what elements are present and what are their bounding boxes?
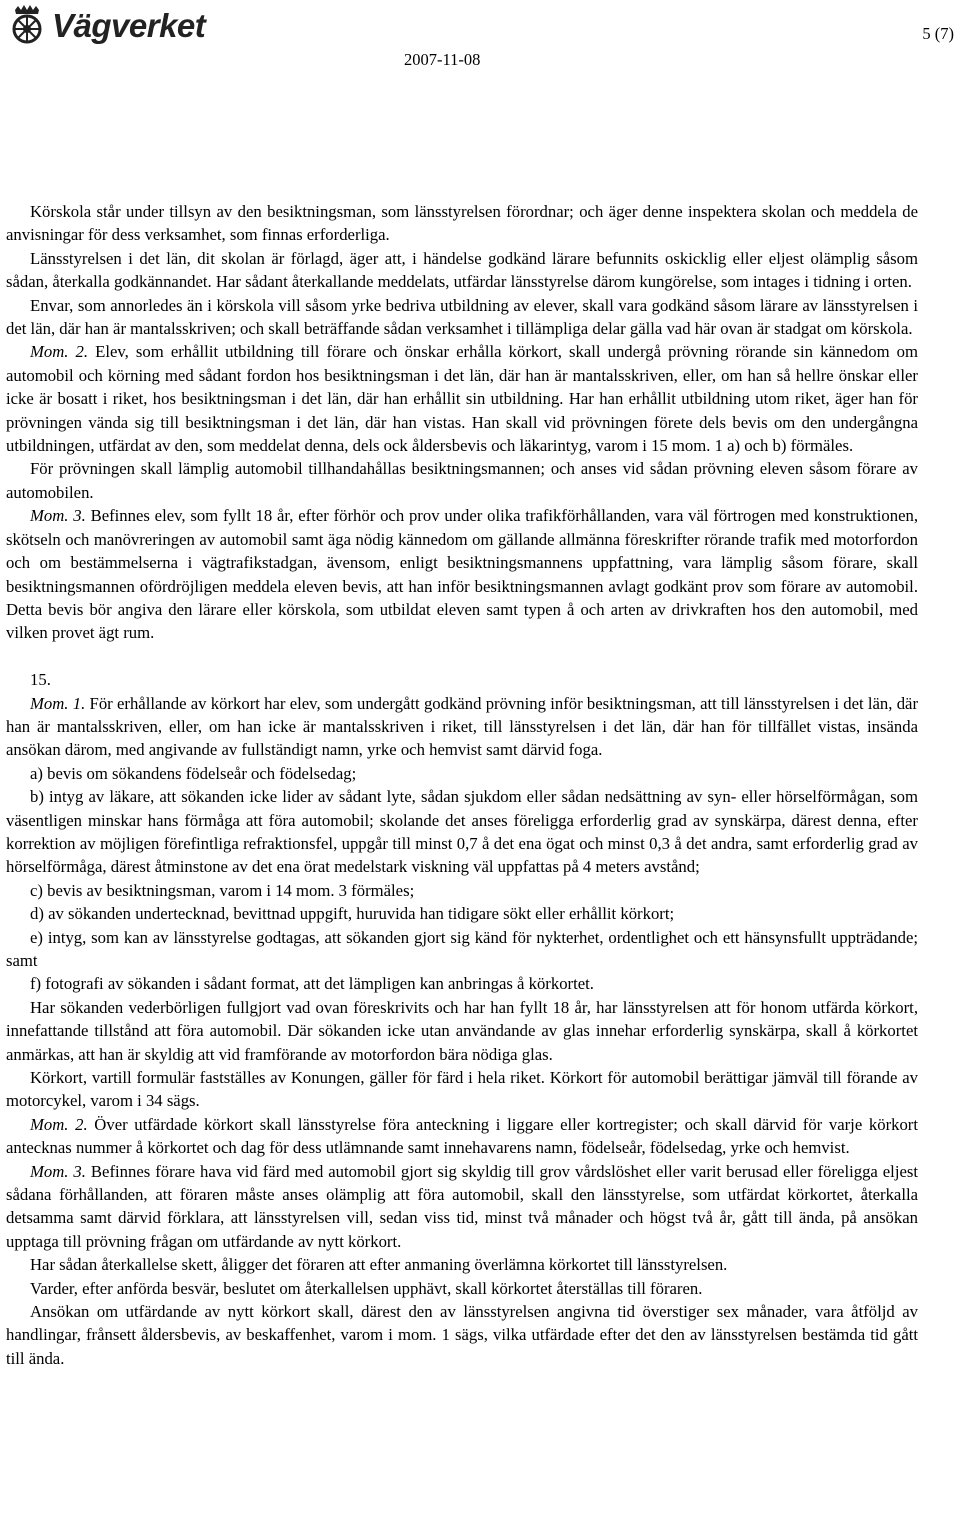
paragraph-text: Elev, som erhållit utbildning till förare och önskar erhålla körkort, skall undergå prövning rörande sin kännedom om automobil och körning med sådant fordon hos besiktningsman i det län, där han är mantalsskriven, eller, om han så hellre önskar eller icke är bosatt i riket, hos besiktningsman i det län, där han erhållit sin utbildning. Har han erhållit utbildning utom riket, äger han för prövningen vända sig till besiktningsman i det län, där han vistas. Han skall vid prövningen förete dels bevis om den undergångna utbildningen, utfärdat av den, som meddelat denna, dels ock åldersbevis och läkarintyg, varom i 15 mom. 1 a) och b) förmäles. [6, 342, 919, 456]
paragraph [6, 785, 918, 879]
paragraph-gap [6, 645, 918, 668]
paragraph [6, 879, 918, 902]
paragraph-text: För prövningen skall lämplig automobil tillhandahållas besiktningsmannen; och anses vid sådan prövning eleven såsom förare av automobilen. [6, 459, 918, 502]
paragraph [6, 1300, 918, 1370]
paragraph-text: f) fotografi av sökanden i sådant format, att det lämpligen kan anbringas å körkortet. [30, 974, 594, 994]
paragraph-text: 15. [30, 670, 51, 690]
logo-wordmark: Vägverket [52, 6, 206, 44]
paragraph-text: Har sökanden vederbörligen fullgjort vad ovan föreskrivits och har han fyllt 18 år, har länsstyrelsen att för honom utfärda körkort, innefattande tillstånd att föra automobil. Där sökanden icke utan användande av glas innehar erforderlig synskärpa, skall å körkortet anmärkas, att han är skyldig att vid framförande av motorfordon bära nödiga glas. [6, 997, 918, 1064]
paragraph [6, 692, 918, 762]
paragraph-text: Envar, som annorledes än i körskola vill såsom yrke bedriva utbildning av elever, skall vara godkänd såsom lärare av länsstyrelsen i det län, där han är mantalsskriven; och skall beträffande sådan verksamhet i tillämpliga delar gälla vad här ovan är stadgat om körskola. [6, 295, 918, 339]
paragraph-text: Varder, efter anförda besvär, beslutet om återkallelsen upphävt, skall körkortet återställas till föraren. [30, 1278, 703, 1298]
crown-emblem-icon [6, 4, 48, 46]
paragraph-text: c) bevis av besiktningsman, varom i 14 mom. 3 förmäles; [30, 880, 415, 900]
moment-label: Mom. 1. [30, 693, 86, 713]
paragraph [6, 457, 918, 504]
paragraph-text: d) av sökanden undertecknad, bevittnad uppgift, huruvida han tidigare sökt eller erhållit körkort; [30, 904, 675, 924]
paragraph [6, 1066, 918, 1113]
paragraph [6, 972, 918, 995]
paragraph [6, 1113, 918, 1160]
paragraph [6, 1253, 918, 1276]
paragraph [6, 504, 918, 644]
paragraph [6, 200, 918, 247]
paragraph-text: Ansökan om utfärdande av nytt körkort skall, därest den av länsstyrelsen angivna tid överstiger sex månader, vara åtföljd av handlingar, frånsett åldersbevis, av beskaffenhet, varom i mom. 1 sägs, vilka utfärdade efter det den av länsstyrelsen bestämda tid gått till ända. [6, 1302, 918, 1368]
document-date: 2007-11-08 [404, 50, 481, 69]
document-body [6, 200, 918, 1370]
paragraph [6, 668, 918, 691]
paragraph-text: e) intyg, som kan av länsstyrelse godtagas, att sökanden gjort sig känd för nykterhet, ordentlighet och ett hänsynsfullt uppträdande; samt [6, 927, 918, 970]
paragraph [6, 340, 918, 457]
paragraph-text: Över utfärdade körkort skall länsstyrelse föra anteckning i liggare eller kortregister; och skall därvid för varje körkort antecknas nummer å körkortet och dag för dess utlämnande samt innehavarens namn, födelseår, födelsedag, yrke och hemvist. [6, 1114, 919, 1158]
page-header [0, 0, 960, 70]
moment-label: Mom. 3. [30, 506, 86, 526]
paragraph [6, 996, 918, 1066]
paragraph-text: Har sådan återkallelse skett, åligger det föraren att efter anmaning överlämna körkortet till länsstyrelsen. [30, 1255, 728, 1275]
paragraph-text: Körkort, vartill formulär fastställes av Konungen, gäller för färd i hela riket. Körkort för automobil berättigar jämväl till förande av motorcykel, varom i 34 sägs. [6, 1068, 918, 1111]
paragraph-text: Befinnes elev, som fyllt 18 år, efter förhör och prov under olika trafikförhållanden, vara väl förtrogen med konstruktionen, skötseln och manövreringen av automobil samt äga nödig kännedom om gällande allmänna föreskrifter rörande trafik med motorfordon och om bestämmelserna i vägtrafikstadgan, ävensom, enligt besiktningsmannens uppfattning, vara lämplig såsom förare, skall besiktningsmannen ofördröjligen meddela eleven bevis, att han inför besiktningsmannen avlagt godkänt prov som förare av automobil. Detta bevis bör angiva den lärare eller körskola, som utbildat eleven samt typen å och arten av drivkraften hos den automobil, med vilken provet ägt rum. [6, 506, 919, 643]
page-number: 5 (7) [922, 24, 954, 43]
paragraph-text: Körskola står under tillsyn av den besiktningsman, som länsstyrelsen förordnar; och äger denne inspektera skolan och meddela de anvisningar för dess verksamhet, som finnas erforderliga. [6, 202, 918, 245]
paragraph [6, 762, 918, 785]
moment-label: Mom. 2. [30, 342, 89, 362]
paragraph [6, 294, 918, 341]
moment-label: Mom. 2. [30, 1114, 88, 1134]
paragraph-text: För erhållande av körkort har elev, som undergått godkänd prövning inför besiktningsman, att till länsstyrelsen i det län, där han är mantalsskriven, eller, om han icke är mantalsskriven i riket, till länsstyrelsen i det län, där han för tillfället vistas, insända ansökan därom, med angivande av fullständigt namn, yrke och hemvist samt därvid foga. [6, 693, 919, 760]
vagverket-logo [6, 4, 205, 46]
paragraph [6, 1160, 918, 1254]
paragraph-text: Länsstyrelsen i det län, dit skolan är förlagd, äger att, i händelse godkänd lärare befunnits oskicklig eller eljest olämplig såsom sådan, återkalla godkännandet. Har sådant återkallande meddelats, utfärdar länsstyrelse därom kungörelse, som intages i tidning i orten. [6, 248, 918, 292]
paragraph-text: a) bevis om sökandens födelseår och födelsedag; [30, 763, 357, 783]
paragraph-text: Befinnes förare hava vid färd med automobil gjort sig skyldig till grov vårdslöshet eller varit berusad eller föreligga eljest sådana förhållanden, att föraren måste anses olämplig att föra automobil, skall den länsstyrelse, som utfärdat körkortet, återkalla detsamma samt därvid förklara, att länsstyrelsen vill, sedan viss tid, minst två månader och högst två år, gått till ända, på ansökan upptaga till prövning frågan om utfärdande av nytt körkort. [6, 1161, 918, 1251]
paragraph [6, 902, 918, 925]
paragraph [6, 926, 918, 973]
paragraph [6, 1277, 918, 1300]
paragraph-text: b) intyg av läkare, att sökanden icke lider av sådant lyte, sådan sjukdom eller sådan nedsättning av syn- eller hörselförmågan, som väsentligen minskar hans förmåga att föra automobil; skolande det anses föreligga erforderlig grad av synskärpa, därest denna, efter korrektion av möjligen förefintliga refraktionsfel, uppgår till minst 0,7 å det ena ögat och minst 0,3 å det andra, samt erforderlig grad av hörselförmåga, därest åtminstone av det ena örat medelstark viskning väl uppfattas på 4 meters avstånd; [6, 787, 918, 877]
moment-label: Mom. 3. [30, 1161, 86, 1181]
paragraph [6, 247, 918, 294]
